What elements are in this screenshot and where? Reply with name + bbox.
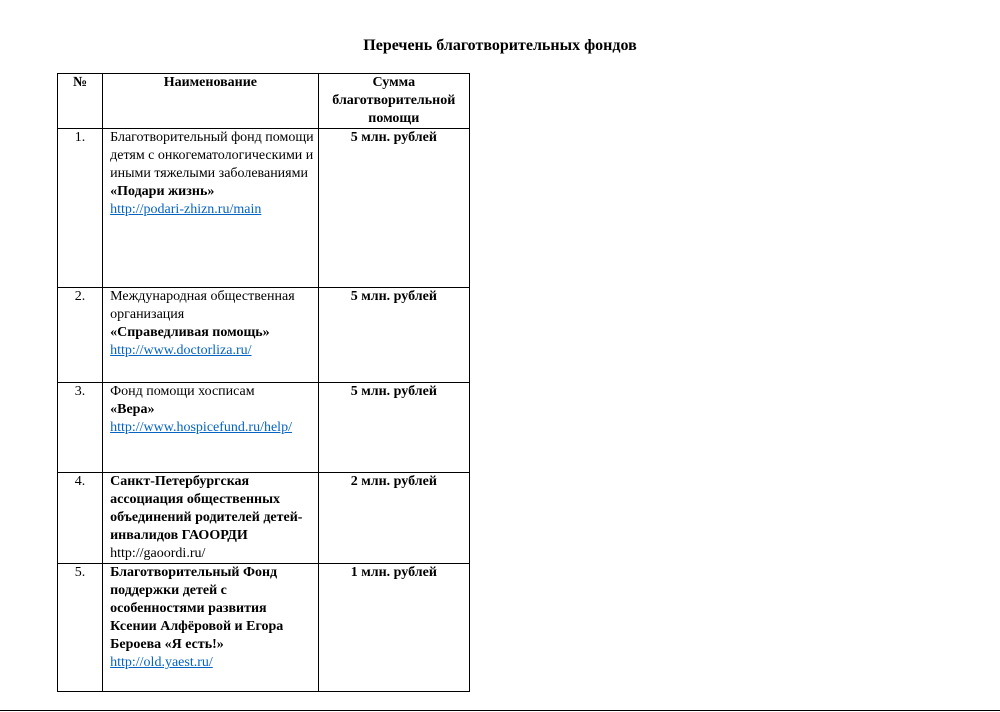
fund-name: Благотворительный Фонд поддержки детей с особенностями развития Ксении Алфёровой и Егора Бероева «Я есть!»	[110, 565, 284, 652]
table-row	[58, 564, 470, 692]
row-name-cell	[103, 288, 319, 383]
row-sum: 2 млн. рублей	[318, 473, 469, 564]
fund-url-text: http://gaoordi.ru/	[110, 546, 206, 561]
fund-description: Фонд помощи хосписам	[110, 384, 255, 399]
header-number: №	[58, 74, 103, 129]
fund-link[interactable]: http://old.yaest.ru/	[110, 655, 213, 670]
table-row	[58, 383, 470, 473]
charity-funds-table	[57, 73, 470, 692]
table-row	[58, 129, 470, 288]
table-header-row	[58, 74, 470, 129]
page-title: Перечень благотворительных фондов	[363, 37, 637, 54]
row-number: 1.	[58, 129, 103, 288]
fund-name: «Справедливая помощь»	[110, 325, 270, 340]
row-name-cell	[103, 383, 319, 473]
header-name: Наименование	[103, 74, 319, 129]
row-name-cell	[103, 129, 319, 288]
fund-name: Санкт-Петербургская ассоциация общественных объединений родителей детей-инвалидов ГАООРДИ	[110, 474, 303, 543]
fund-name: «Вера»	[110, 402, 155, 417]
header-sum-text: Сумма благотворительной помощи	[332, 75, 456, 126]
row-number: 2.	[58, 288, 103, 383]
fund-link[interactable]: http://podari-zhizn.ru/main	[110, 202, 262, 217]
fund-link[interactable]: http://www.doctorliza.ru/	[110, 343, 252, 358]
row-name-cell	[103, 473, 319, 564]
row-sum: 5 млн. рублей	[318, 383, 469, 473]
fund-link[interactable]: http://www.hospicefund.ru/help/	[110, 420, 292, 435]
row-sum: 5 млн. рублей	[318, 129, 469, 288]
fund-description: Международная общественная организация	[110, 289, 295, 322]
header-sum	[318, 74, 469, 129]
table-row	[58, 288, 470, 383]
row-sum: 5 млн. рублей	[318, 288, 469, 383]
table-row	[58, 473, 470, 564]
fund-description: Благотворительный фонд помощи детям с онкогематологическими и иными тяжелыми заболеваниями	[110, 130, 314, 181]
row-sum: 1 млн. рублей	[318, 564, 469, 692]
row-number: 5.	[58, 564, 103, 692]
page-divider	[0, 710, 1000, 711]
row-name-cell	[103, 564, 319, 692]
fund-name: «Подари жизнь»	[110, 184, 215, 199]
row-number: 4.	[58, 473, 103, 564]
row-number: 3.	[58, 383, 103, 473]
